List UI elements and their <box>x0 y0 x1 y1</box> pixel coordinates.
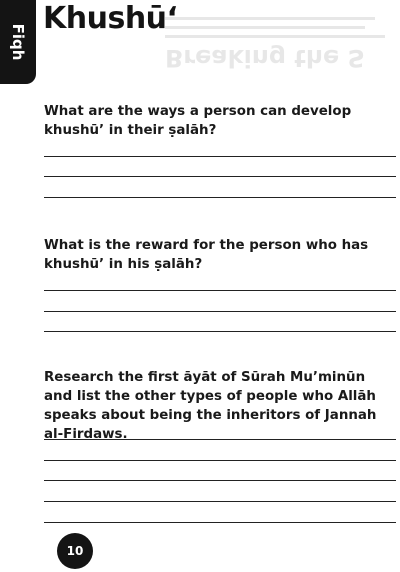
answer-line <box>44 331 396 332</box>
bleed-through-text <box>165 2 400 72</box>
answer-line <box>44 311 396 312</box>
bleed-through-title: Breaking the S <box>165 44 365 72</box>
answer-line <box>44 176 396 177</box>
answer-line <box>44 290 396 291</box>
page-title: Khushū‘ <box>43 1 178 36</box>
answer-line <box>44 480 396 481</box>
answer-line <box>44 522 396 523</box>
section-tab <box>0 0 36 84</box>
answer-line <box>44 156 396 157</box>
answer-line <box>44 460 396 461</box>
page-number-label: 10 <box>66 544 84 558</box>
answer-line <box>44 439 396 440</box>
question-3: Research the first āyāt of Sūrah Mu’minūn and list the other types of people who Allāh speaks about being the inheritors of Jannah al-Firdaws. <box>44 370 377 442</box>
section-tab-label: Fiqh <box>9 23 27 61</box>
page-number <box>57 533 93 569</box>
answer-line <box>44 197 396 198</box>
question-1: What are the ways a person can develop khushū’ in their ṣalāh? <box>44 104 352 138</box>
answer-line <box>44 501 396 502</box>
question-2: What is the reward for the person who has khushū’ in his ṣalāh? <box>44 238 369 272</box>
